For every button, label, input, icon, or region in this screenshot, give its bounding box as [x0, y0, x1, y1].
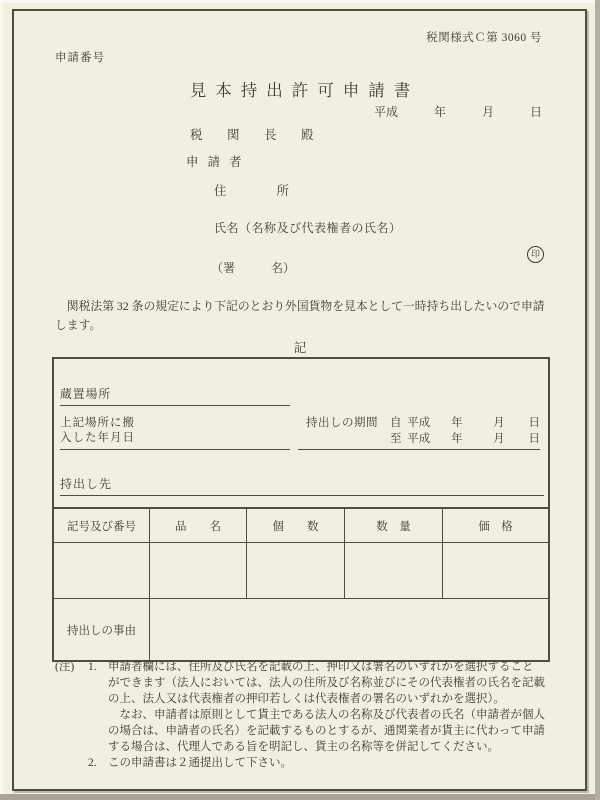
col-header-marks-numbers: 記号及び番号	[54, 509, 150, 542]
main-form-box	[52, 357, 550, 662]
date-era-label: 平成	[374, 105, 399, 119]
cell-price	[443, 543, 548, 598]
name-label: 氏名（名称及び代表権者の氏名）	[214, 221, 402, 235]
scan-edge-right	[595, 0, 600, 800]
note-1-line-6: する場合は、代理人である旨を明記し、貨主の名称等を併記してください。	[108, 741, 499, 753]
cell-quantity	[345, 543, 443, 598]
cell-item-name	[150, 543, 247, 598]
note-1-number: 1.	[88, 661, 97, 673]
col-header-pieces: 個 数	[247, 509, 345, 542]
form-code: 税関様式Ｃ第 3060 号	[426, 32, 542, 44]
note-2-text: この申請書は２通提出して下さい。	[108, 757, 292, 769]
destination-field	[60, 475, 544, 496]
notes-section	[55, 659, 555, 771]
col-header-item-name: 品 名	[150, 509, 247, 542]
goods-table-header-row	[54, 509, 548, 543]
goods-table	[54, 507, 548, 660]
note-1-first-line	[55, 659, 555, 675]
note-1-line-4: なお、申請者は原則として貨主である法人の名称及び代表者の氏名（申請者が個人	[108, 709, 545, 721]
signature-label: （署 名）	[211, 261, 296, 275]
note-1-line-2: ができます（法人においては、法人の住所及び名称並びにその代表権者の氏名を記載	[108, 677, 545, 689]
takeout-reason-value-cell	[150, 599, 548, 660]
scan-edge-bottom	[0, 794, 600, 800]
scan-edge-left	[0, 0, 3, 800]
takeout-reason-label: 持出しの事由	[54, 599, 150, 660]
statement-line-1: 関税法第 32 条の規定により下記のとおり外国貨物を見本として一時持ち出したいので申請	[55, 299, 545, 313]
note-2-number: 2.	[88, 757, 97, 769]
header-date-line	[374, 103, 542, 120]
record-marker: 記	[293, 341, 307, 355]
period-to-month: 月	[493, 432, 505, 445]
col-header-quantity: 数 量	[345, 509, 443, 542]
note-2-row	[88, 755, 555, 771]
note-mark: (注)	[55, 661, 75, 673]
date-month-label: 月	[481, 105, 494, 119]
takeout-period-field	[298, 416, 540, 450]
application-statement	[55, 297, 545, 335]
address-label: 住 所	[214, 184, 290, 198]
period-to-era: 平成	[407, 432, 431, 445]
date-year-label: 年	[433, 105, 446, 119]
carry-in-label-line-1: 上記場所に搬	[60, 417, 135, 429]
period-label-spacer	[298, 432, 390, 448]
cell-marks-numbers	[54, 543, 150, 598]
form-title: 見本持出許可申請書	[189, 81, 420, 100]
storage-place-field	[60, 385, 290, 406]
destination-label: 持出し先	[60, 477, 113, 491]
seal-mark-icon: 印	[527, 246, 544, 263]
period-from-day: 日	[528, 417, 540, 429]
period-from-prefix: 自	[390, 417, 402, 429]
period-to-day: 日	[528, 432, 540, 445]
note-1-line-1: 申請者欄には、住所及び氏名を記載の上、押印又は署名のいずれかを選択すること	[108, 661, 534, 673]
takeout-reason-row	[54, 599, 548, 660]
note-1-line-3: の上、法人又は代表権者の押印若しくは代表権者の署名のいずれかを選択）。	[108, 693, 505, 705]
storage-place-label: 蔵置場所	[60, 387, 112, 401]
note-1-line-5: の場合は、申請者の氏名）を記載するものとするが、通関業者が貨主に代わって申請	[108, 725, 545, 737]
statement-line-2: します。	[55, 318, 102, 332]
applicant-label: 申請者	[186, 155, 251, 169]
carry-in-date-field	[60, 416, 290, 450]
period-from-month: 月	[493, 417, 505, 429]
application-number-label: 申請番号	[55, 52, 105, 64]
period-from-era: 平成	[407, 417, 431, 429]
period-from-row	[298, 416, 540, 432]
period-to-prefix: 至	[390, 432, 402, 445]
addressee-label: 税 関 長 殿	[190, 128, 320, 142]
date-day-label: 日	[529, 105, 542, 119]
col-header-price: 価 格	[478, 520, 513, 533]
cell-pieces	[247, 543, 345, 598]
period-label: 持出しの期間	[306, 417, 378, 429]
carry-in-label-line-2: 入した年月日	[60, 431, 135, 444]
scan-edge-top	[0, 0, 600, 3]
period-to-row	[298, 432, 540, 448]
period-from-year: 年	[451, 417, 463, 429]
period-to-year: 年	[451, 432, 463, 445]
goods-table-empty-row	[54, 543, 548, 599]
